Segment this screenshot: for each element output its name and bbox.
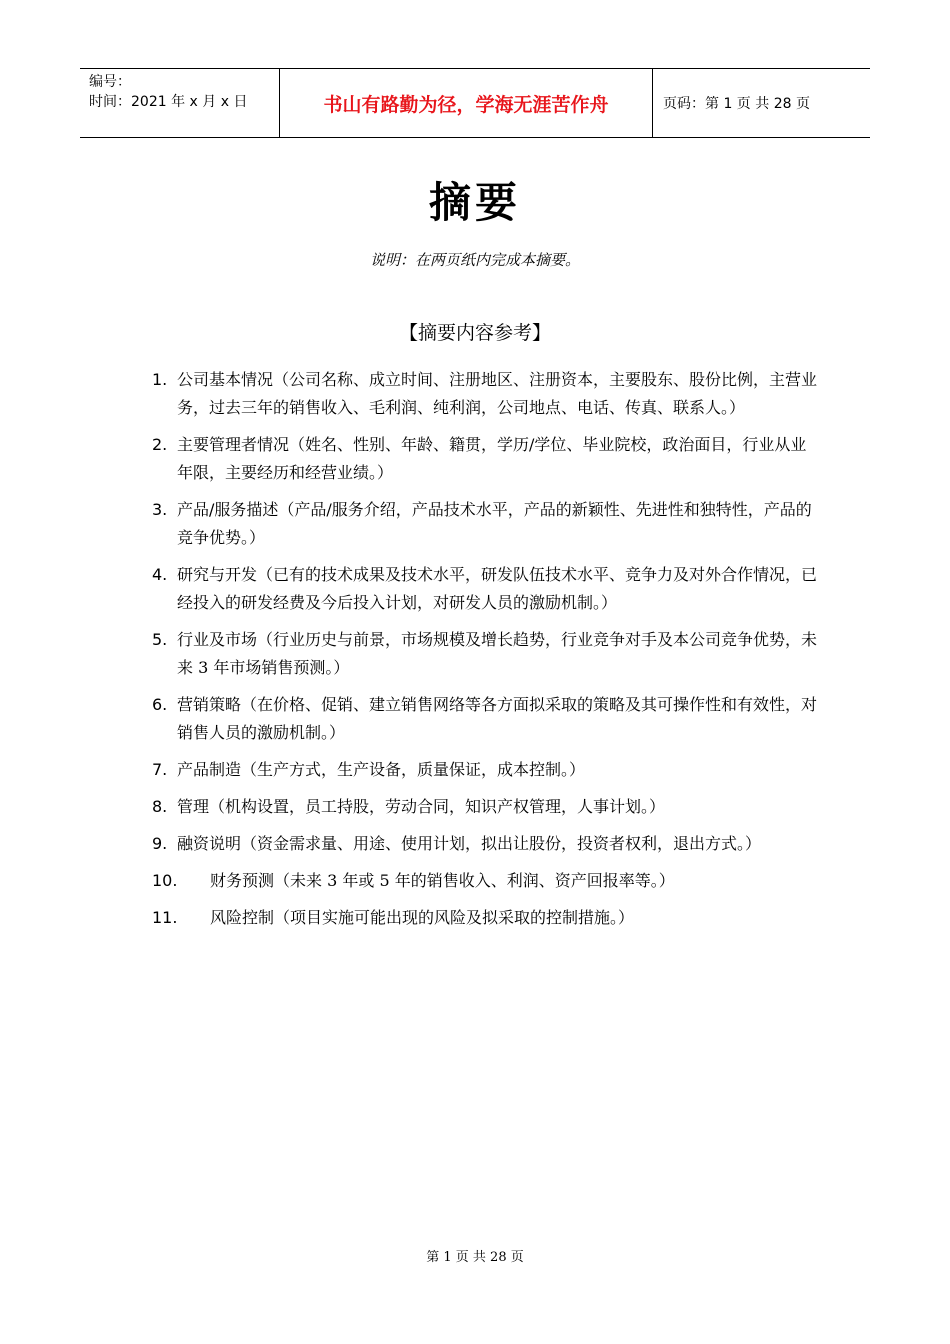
list-item-heading: 融资说明 [177,834,242,853]
list-item-description: （生产方式，生产设备，质量保证，成本控制。） [241,760,586,779]
list-item-description: （资金需求量、用途、使用计划，拟出让股份，投资者权利，退出方式。） [241,834,762,853]
header-page-label: 页码：第 1 页 共 28 页 [663,96,810,112]
list-item [152,830,822,858]
list-item-heading: 产品/服务描述 [177,500,279,519]
list-item-heading: 财务预测 [210,871,275,890]
list-item-number: 10. [152,871,178,890]
list-item-description: （姓名、性别、年龄、籍贯，学历/学位、毕业院校，政治面目，行业从业年限，主要经历和经营业绩。） [177,435,807,482]
list-item-number: 8. [152,797,168,816]
header-meta-cell [80,69,280,137]
header-motto: 书山有路勤为径，学海无涯苦作舟 [280,69,653,137]
list-item-number: 6. [152,695,168,714]
list-item-heading: 研究与开发 [177,565,258,584]
list-item-heading: 风险控制 [210,908,275,927]
list-item-heading: 产品制造 [177,760,242,779]
list-item [152,626,822,682]
list-item-number: 1. [152,370,168,389]
list-item-number: 9. [152,834,168,853]
list-item [152,793,822,821]
list-item-number: 4. [152,565,168,584]
list-item-number: 11. [152,908,178,927]
list-item-description: （公司名称、成立时间、注册地区、注册资本，主要股东、股份比例，主营业务，过去三年的销售收入、毛利润、纯利润，公司地点、电话、传真、联系人。） [177,370,818,417]
list-item-heading: 公司基本情况 [177,370,274,389]
list-item-number: 3. [152,500,168,519]
list-item-heading: 行业及市场 [177,630,258,649]
list-item-description: （产品/服务介绍，产品技术水平，产品的新颖性、先进性和独特性，产品的竞争优势。） [177,500,812,547]
list-item [152,904,822,932]
list-item [152,431,822,487]
list-item-description: （机构设置，员工持股，劳动合同，知识产权管理，人事计划。） [209,797,666,816]
list-item [152,561,822,617]
list-item-description: （在价格、促销、建立销售网络等各方面拟采取的策略及其可操作性和有效性，对销售人员的激励机制。） [177,695,818,742]
section-heading: 【摘要内容参考】 [398,322,551,344]
page-title: 摘要 [428,178,521,227]
list-item-number: 5. [152,630,168,649]
list-item-number: 2. [152,435,168,454]
list-item-number: 7. [152,760,168,779]
list-item-description: （未来 3 年或 5 年的销售收入、利润、资产回报率等。） [274,871,675,890]
list-item [152,691,822,747]
document-number-label: 编号： [89,74,131,90]
list-item-description: （行业历史与前景，市场规模及增长趋势，行业竞争对手及本公司竞争优势，未来 3 年市场销售预测。） [177,630,818,677]
summary-reference-list [152,366,822,941]
list-item-heading: 营销策略 [177,695,242,714]
page-footer: 第 1 页 共 28 页 [426,1250,524,1265]
list-item [152,496,822,552]
list-item [152,867,822,895]
page-subtitle: 说明：在两页纸内完成本摘要。 [369,251,580,269]
page-header-table [80,68,870,138]
list-item-description: （已有的技术成果及技术水平，研发队伍技术水平、竞争力及对外合作情况，已经投入的研发经费及今后投入计划，对研发人员的激励机制。） [177,565,818,612]
list-item-heading: 管理 [177,797,210,816]
list-item [152,756,822,784]
list-item-description: （项目实施可能出现的风险及拟采取的控制措施。） [274,908,635,927]
list-item [152,366,822,422]
document-date-label: 时间：2021 年 x 月 x 日 [89,94,248,110]
list-item-heading: 主要管理者情况 [177,435,290,454]
